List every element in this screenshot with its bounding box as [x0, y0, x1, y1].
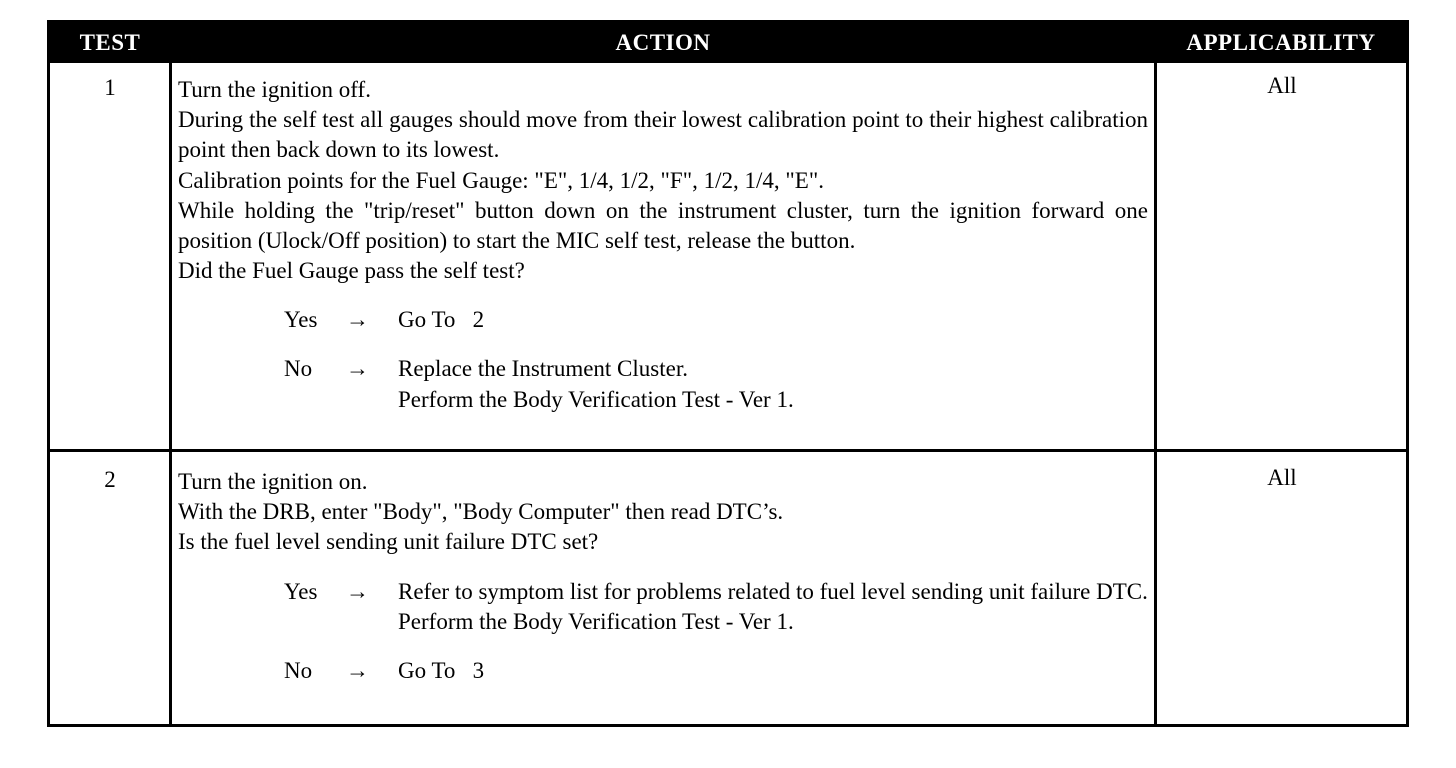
result-line: Perform the Body Verification Test - Ver 1. [398, 608, 794, 634]
response-result [398, 354, 1148, 414]
result-line: Replace the Instrument Cluster. [398, 356, 688, 382]
response-result [398, 656, 1148, 686]
arrow-icon: → [346, 356, 369, 382]
action-line: While holding the "trip/reset" button down on the instrument cluster, turn the ignition forward one position (Ulock/Off position) to start the MIC self test, release the button. [178, 197, 1148, 254]
action-line: During the self test all gauges should move from their lowest calibration point to their highest calibration point then back down to its lowest. [178, 107, 1148, 163]
answer-label: Yes [284, 307, 318, 333]
action-line: Calibration points for the Fuel Gauge: "E", 1/4, 1/2, "F", 1/2, 1/4, "E". [178, 167, 824, 193]
answer-label: Yes [284, 578, 318, 604]
table-header [50, 23, 1406, 63]
response-result [398, 577, 1148, 637]
action-line: Turn the ignition on. [178, 469, 368, 494]
action-line: Is the fuel level sending unit failure DTC set? [178, 529, 599, 555]
diagnostic-test-table [47, 20, 1409, 727]
answer-label: No [284, 356, 313, 382]
action-line: Did the Fuel Gauge pass the self test? [178, 258, 525, 284]
test-number: 2 [104, 467, 116, 492]
test-action [178, 467, 1148, 686]
row-divider [50, 449, 1406, 452]
response-result [398, 305, 1148, 335]
arrow-icon: → [346, 658, 369, 684]
column-divider [169, 63, 172, 724]
result-line: Go To 2 [398, 307, 485, 333]
header-action: ACTION [615, 30, 711, 55]
arrow-icon: → [346, 578, 369, 604]
header-applicability: APPLICABILITY [1186, 30, 1376, 55]
result-line: Refer to symptom list for problems related to fuel level sending unit failure DTC. [398, 578, 1148, 604]
applicability-value: All [1267, 73, 1297, 98]
result-line: Go To 3 [398, 658, 485, 684]
header-test: TEST [79, 30, 141, 55]
test-number: 1 [104, 75, 116, 100]
result-line: Perform the Body Verification Test - Ver 1. [398, 386, 794, 412]
column-divider [1154, 63, 1157, 724]
response-yes [178, 305, 1148, 335]
response-no [178, 656, 1148, 686]
response-no [178, 354, 1148, 414]
test-action [178, 75, 1148, 415]
arrow-icon: → [346, 307, 369, 333]
response-yes [178, 577, 1148, 637]
action-line: Turn the ignition off. [178, 77, 371, 102]
applicability-value: All [1267, 465, 1297, 490]
action-line: With the DRB, enter "Body", "Body Computer" then read DTC’s. [178, 499, 784, 525]
answer-label: No [284, 658, 313, 684]
